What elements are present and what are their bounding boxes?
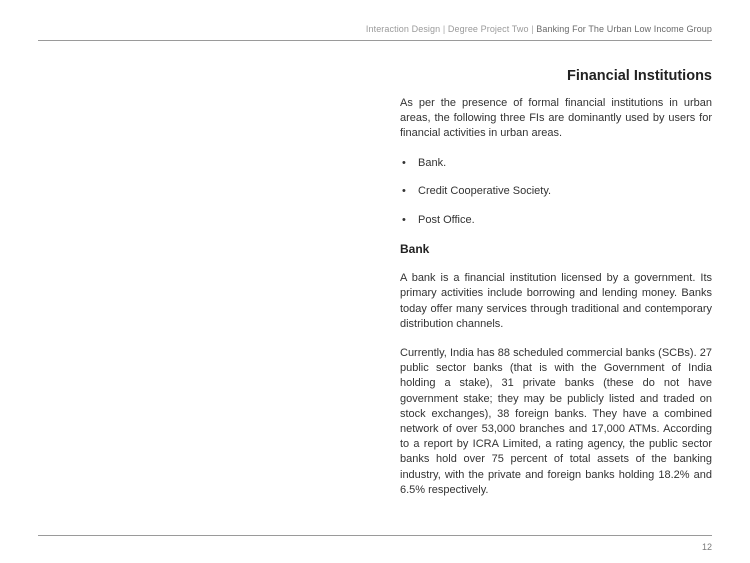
footer-rule [38, 535, 712, 536]
list-item-label: Bank. [418, 156, 447, 169]
bullet-icon: • [402, 213, 406, 226]
page-title: Financial Institutions [566, 68, 712, 84]
list-item [400, 184, 712, 199]
header-separator: | [442, 24, 446, 34]
list-item-label: Post Office. [418, 213, 475, 226]
main-content [400, 66, 712, 498]
bank-paragraph-statistics: Currently, India has 88 scheduled commercial banks (SCBs). 27 public sector banks (that is with the Government of India holding a stake), 31 private banks (these do not have government stake; they may be publicly listed and traded on stock exchanges), 38 foreign banks. They have a combined network of over 53,000 branches and 17,000 ATMs. According to a report by ICRA Limited, a rating agency, the public sector banks hold over 75 percent of total assets of the banking industry, with the private and foreign banks holding 18.2% and 6.5% respectively. [400, 346, 712, 496]
header-rule [38, 40, 712, 41]
header-project: Degree Project Two [447, 24, 529, 34]
section-heading-bank: Bank [400, 242, 430, 257]
bullet-icon: • [402, 185, 406, 198]
page-number: 12 [701, 542, 712, 552]
running-header [366, 24, 712, 34]
header-topic: Banking For The Urban Low Income Group [536, 24, 712, 34]
header-course: Interaction Design [365, 24, 441, 34]
bullet-icon: • [402, 156, 406, 169]
list-item [400, 213, 712, 228]
list-item [400, 156, 712, 171]
header-separator: | [531, 24, 534, 34]
list-item-label: Credit Cooperative Society. [418, 185, 552, 198]
institution-list [400, 156, 712, 228]
intro-paragraph: As per the presence of formal financial institutions in urban areas, the following three FIs are dominantly used by users for financial activities in urban areas. [400, 97, 712, 140]
bank-paragraph-definition: A bank is a financial institution licensed by a government. Its primary activities include borrowing and lending money. Banks today offer many services through traditional and contemporary distribution channels. [400, 272, 712, 330]
